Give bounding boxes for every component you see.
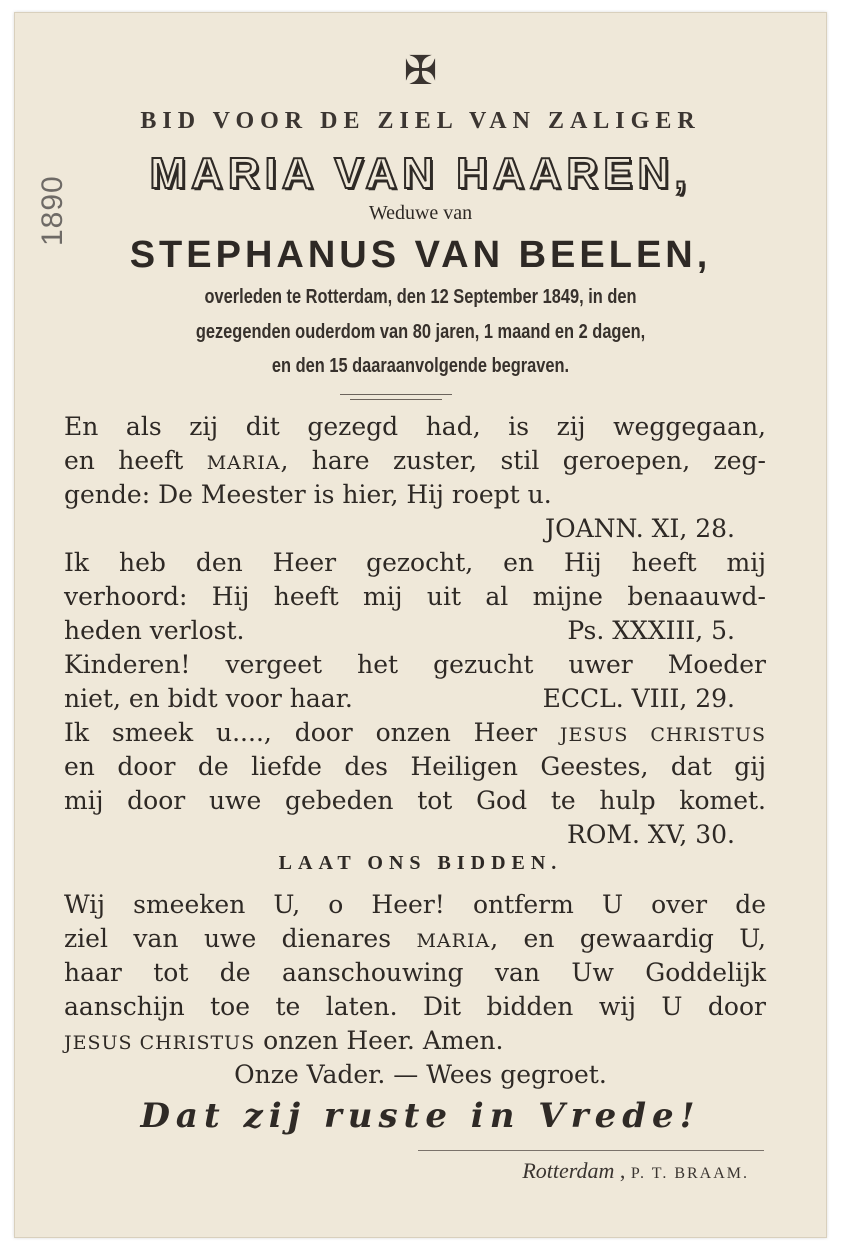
imprint-printer: P. T. BRAAM. [630,1165,749,1182]
rest-in-peace: Dat zij ruste in Vrede! [140,1096,701,1136]
divider-rule [340,394,452,395]
verse-line: heden verlost. [64,616,245,645]
scripture-reference: ECCL. VIII, 29. [542,684,735,713]
verse-line: en heeft MARIA, hare zuster, stil geroepen, zeg- [64,446,766,475]
closing-prayers: Onze Vader. — Wees gegroet. [234,1060,607,1089]
husband-name: STEPHANUS VAN BEELEN, [129,234,712,276]
widow-of-label: Weduwe van [368,202,473,224]
death-info-line-2: gezegenden ouderdom van 80 jaren, 1 maand en 2 dagen, [195,321,646,343]
scripture-reference: JOANN. XI, 28. [545,514,735,543]
verse-line: Ik heb den Heer gezocht, en Hij heeft mij [64,548,766,577]
death-info-line-1: overleden te Rotterdam, den 12 September 1849, in den [204,286,637,308]
verse-line: en door de liefde des Heiligen Geestes, dat gij [64,752,766,781]
verse-line: verhoord: Hij heeft mij uit al mijne benaauwd- [64,582,766,611]
prayer-title: LAAT ONS BIDDEN. [278,852,563,874]
name-maria: MARIA [416,930,491,952]
prayer-line: ziel van uwe dienares MARIA, en gewaardig U, [64,924,766,953]
scripture-reference: Ps. XXXIII, 5. [567,616,735,645]
card-header: BID VOOR DE ZIEL VAN ZALIGER [140,108,701,134]
imprint-rule [418,1150,764,1151]
verse-line: En als zij dit gezegd had, is zij weggegaan, [64,412,766,441]
printer-imprint: Rotterdam , P. T. BRAAM. [522,1158,749,1183]
death-info-line-3: en den 15 daaraanvolgende begraven. [271,355,570,377]
prayer-line: haar tot de aanschouwing van Uw Goddelijk [64,958,766,987]
verse-line: Ik smeek u...., door onzen Heer JESUS CHRISTUS [64,718,766,747]
name-maria: MARIA [206,452,281,474]
handwritten-annotation: 1890 [36,175,69,247]
name-jesus-christus: JESUS CHRISTUS [64,1032,256,1054]
imprint-city: Rotterdam [522,1158,615,1183]
deceased-name: MARIA VAN HAAREN, [149,149,692,198]
verse-line: niet, en bidt voor haar. [64,684,353,713]
prayer-line: Wij smeeken U, o Heer! ontferm U over de [64,890,766,919]
cross-icon: ✠ [403,48,438,94]
verse-line: Kinderen! vergeet het gezucht uwer Moeder [64,650,766,679]
scripture-reference: ROM. XV, 30. [567,820,735,849]
verse-line: gende: De Meester is hier, Hij roept u. [64,480,552,509]
prayer-line: JESUS CHRISTUS onzen Heer. Amen. [64,1026,504,1055]
name-jesus-christus: JESUS CHRISTUS [559,724,766,746]
divider-rule [350,399,442,400]
verse-line: mij door uwe gebeden tot God te hulp komet. [64,786,766,815]
prayer-line: aanschijn toe te laten. Dit bidden wij U door [64,992,766,1021]
